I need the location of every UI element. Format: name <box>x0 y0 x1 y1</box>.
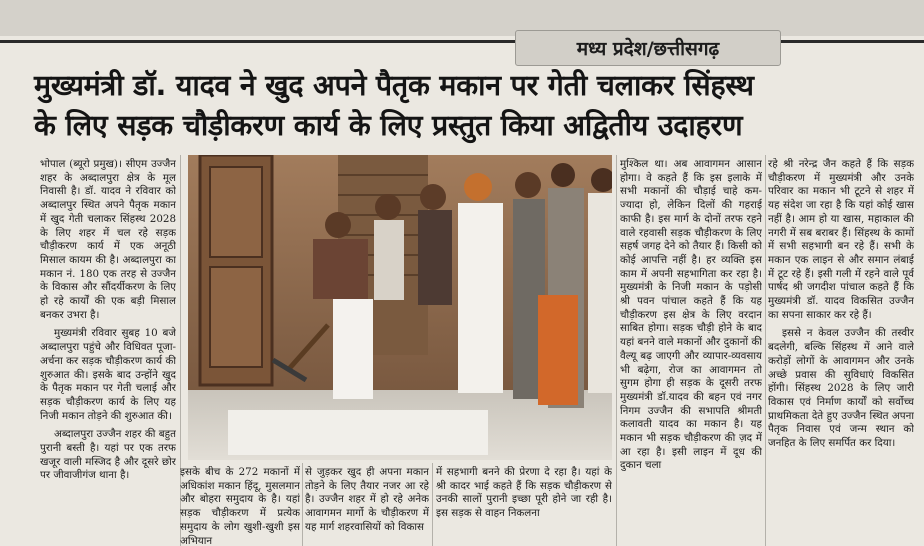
column-divider <box>302 463 303 546</box>
article-column-5 <box>620 158 762 546</box>
article-column-4 <box>436 466 612 546</box>
column-divider <box>616 155 617 546</box>
header-rule <box>0 40 924 43</box>
paragraph: इससे न केवल उज्जैन की तस्वीर बदलेगी, बल्कि सिंहस्थ में आने वाले करोड़ों लोगों के आवागमन और उनके अच्छे प्रवास की सुविधाएं विकसित होंगी। सिंहस्थ 2028 के लिए जारी विकास एवं निर्माण कार्यों को सर्वोच्च प्राथमिकता देते हुए उज्जैन स्थित अपना पैतृक निवास एवं जन्म स्थान को जनहित के लिए समर्पित कर दिया। <box>768 327 914 450</box>
article-column-6 <box>768 158 914 546</box>
paragraph: से जुड़कर खुद ही अपना मकान तोड़ने के लिए तैयार नजर आ रहे है। उज्जैन शहर में हो रहे अनेक आवागमन मार्गो के चौड़ीकरण में यह मार्ग शहरवासियों को विकास <box>305 466 429 533</box>
photo-illustration <box>188 155 612 460</box>
top-band <box>0 0 924 36</box>
paragraph: अब्दालपुरा उज्जैन शहर की बहुत पुरानी बस्ती है। यहां पर एक तरफ खजूर वाली मस्जिद है और दूसरे छोर पर जीवाजीगंज थाना है। <box>40 428 176 482</box>
paragraph: इसके बीच के 272 मकानों में अधिकांश मकान हिंदू, मुसलमान और बोहरा समुदाय के है। यहां सड़क चौड़ीकरण में प्रत्येक समुदाय के लोग खुशी-खुशी इस अभियान <box>180 466 300 546</box>
headline-line-1: मुख्यमंत्री डॉ. यादव ने खुद अपने पैतृक मकान पर गेती चलाकर सिंहस्थ <box>34 69 754 102</box>
column-divider <box>765 155 766 546</box>
paragraph: रहे श्री नरेन्द्र जैन कहते हैं कि सड़क चौड़ीकरण में मुख्यमंत्री और उनके परिवार का मकान भी टूटने से शहर में यह संदेश जा रहा है कि यहां कोई खास नहीं है। आम हो या खास, महाकाल की नगरी में सब बराबर हैं। सिंहस्थ के कामों में सभी सहभागी बन रहे हैं। सभी के मकान एक लाइन से और समान लंबाई में टूट रहे हैं। इसी गली में रहने वाले पूर्व पार्षद श्री जगदीश पांचाल कहते हैं कि मुख्यमंत्री डॉ. यादव विकसित उज्जैन का सपना साकार कर रहे हैं। <box>768 158 914 321</box>
paragraph: में सहभागी बनने की प्रेरणा दे रहा है। यहां के श्री कादर भाई कहते हैं कि सड़क चौड़ीकरण से उनकी सालों पुरानी इच्छा पूरी होने जा रही है। इस सड़क से वाहन निकलना <box>436 466 612 520</box>
paragraph: मुश्किल था। अब आवागमन आसान होगा। वे कहते हैं कि इस इलाके में सभी मकानों की चौड़ाई चाहे कम-ज्यादा हो, लेकिन दिलों की गहराई काफी है। इस मार्ग के दोनों तरफ रहने वाले रहवासी सड़क चौड़ीकरण के लिए सहर्ष जगह देने को तैयार हैं। किसी को कोई आपत्ति नहीं है। हर व्यक्ति इस काम में अपनी सहभागिता कर रहा है। मुख्यमंत्री के निजी मकान के पड़ोसी श्री पवन पांचाल कहते हैं कि यह चौड़ीकरण इस क्षेत्र के लिए वरदान साबित होगा। सड़क चौड़ी होने के बाद यहां बनने वाले मकानों और दुकानों की वैल्यू बढ़ जाएगी और व्यापार-व्यवसाय भी बढ़ेगा, रोज का आवागमन तो सुगम होगा ही सड़क के दूसरी तरफ मुख्यमंत्री डॉ.यादव की बहन एवं नगर निगम उज्जैन की सभापति श्रीमती कलावती यादव का मकान है। यह मकान भी सड़क चौड़ीकरण की ज़द में आ रहा है। इसी लाइन में दूध की दुकान चला <box>620 158 762 472</box>
news-photo <box>188 155 612 460</box>
headline-line-2: के लिए सड़क चौड़ीकरण कार्य के लिए प्रस्तुत किया अद्वितीय उदाहरण <box>34 109 743 142</box>
article-column-1 <box>40 158 176 546</box>
section-label: मध्य प्रदेश/छत्तीसगढ़ <box>515 30 781 66</box>
paragraph: मुख्यमंत्री रविवार सुबह 10 बजे अब्दालपुरा पहुंचे और विधिवत पूजा-अर्चना कर सड़क चौड़ीकरण कार्य की शुरुआत की। इसके बाद उन्होंने खुद के पैतृक मकान पर गेती चलाई और सड़क चौड़ीकरण कार्य के लिए यह निजी मकान तोड़ने की शुरुआत की। <box>40 327 176 422</box>
column-divider <box>432 463 433 546</box>
article-column-2 <box>180 466 300 546</box>
article-column-3 <box>305 466 429 546</box>
paragraph: भोपाल (ब्यूरो प्रमुख)। सीएम उज्जैन शहर के अब्दालपुरा क्षेत्र के मूल निवासी है। डॉ. यादव ने रविवार को अब्दालपुर स्थित अपने पैतृक मकान में खुद गेती चलाकर सिंहस्थ 2028 के लिए शहर में चल रहे सड़क चौड़ीकरण कार्य में एक अनूठी मिसाल कायम की है। अब्दालपुरा का मकान नं. 180 एक तरह से उज्जैन के विकास और सौंदर्यीकरण के लिए हो रहे कार्यों की एक बड़ी मिसाल बनकर उभरा है। <box>40 158 176 321</box>
